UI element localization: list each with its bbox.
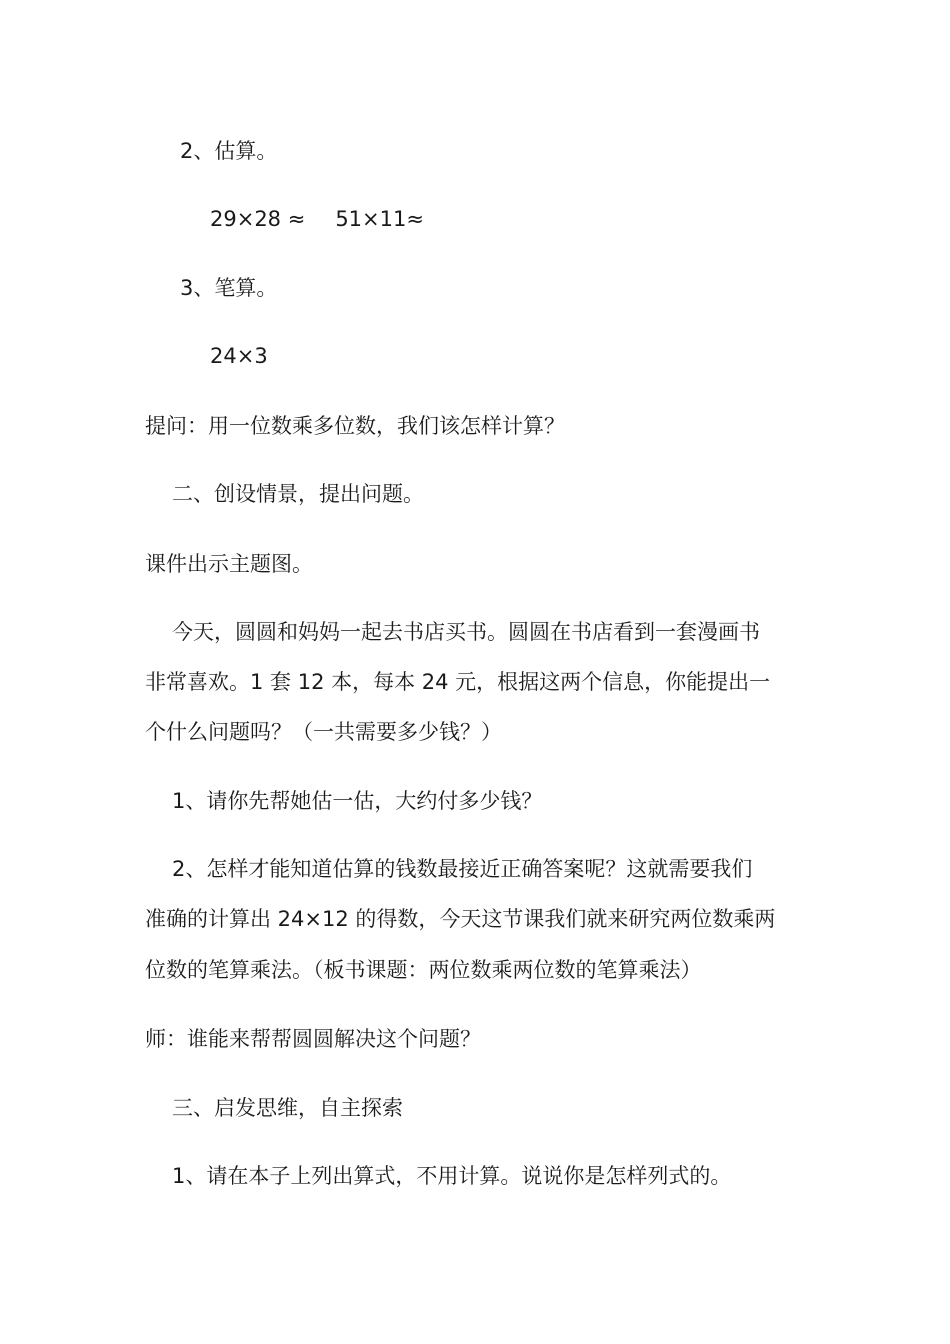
estimate-heading: 2、估算。 bbox=[180, 139, 278, 163]
estimate-expressions bbox=[210, 205, 424, 233]
list-item-2-line-3: 位数的笔算乘法。（板书课题：两位数乘两位数的笔算乘法） bbox=[145, 958, 702, 982]
teacher-question: 师：谁能来帮帮圆圆解决这个问题？ bbox=[145, 1027, 481, 1051]
written-calc-heading: 3、笔算。 bbox=[180, 276, 278, 300]
question-paragraph: 提问：用一位数乘多位数，我们该怎样计算？ bbox=[145, 414, 565, 438]
story-line-2: 非常喜欢。1 套 12 本，每本 24 元，根据这两个信息，你能提出一 bbox=[145, 670, 771, 694]
courseware-note: 课件出示主题图。 bbox=[145, 552, 313, 576]
section-3-title: 三、启发思维，自主探索 bbox=[172, 1096, 403, 1120]
story-line-1: 今天，圆圆和妈妈一起去书店买书。圆圆在书店看到一套漫画书 bbox=[172, 620, 760, 644]
story-line-3: 个什么问题吗？（一共需要多少钱？） bbox=[145, 720, 502, 744]
section-2-title: 二、创设情景，提出问题。 bbox=[172, 482, 424, 506]
list-item-estimate: 1、请你先帮她估一估，大约付多少钱？ bbox=[172, 789, 543, 813]
explore-item-1: 1、请在本子上列出算式，不用计算。说说你是怎样列式的。 bbox=[172, 1164, 732, 1188]
estimate-expression-1: 29×28 ≈ bbox=[210, 207, 306, 231]
estimate-expression-2: 51×11≈ bbox=[335, 207, 424, 231]
written-calc-expression: 24×3 bbox=[210, 344, 268, 368]
list-item-2-line-1: 2、怎样才能知道估算的钱数最接近正确答案呢？这就需要我们 bbox=[172, 857, 753, 881]
list-item-2-line-2: 准确的计算出 24×12 的得数，今天这节课我们就来研究两位数乘两 bbox=[145, 907, 776, 931]
